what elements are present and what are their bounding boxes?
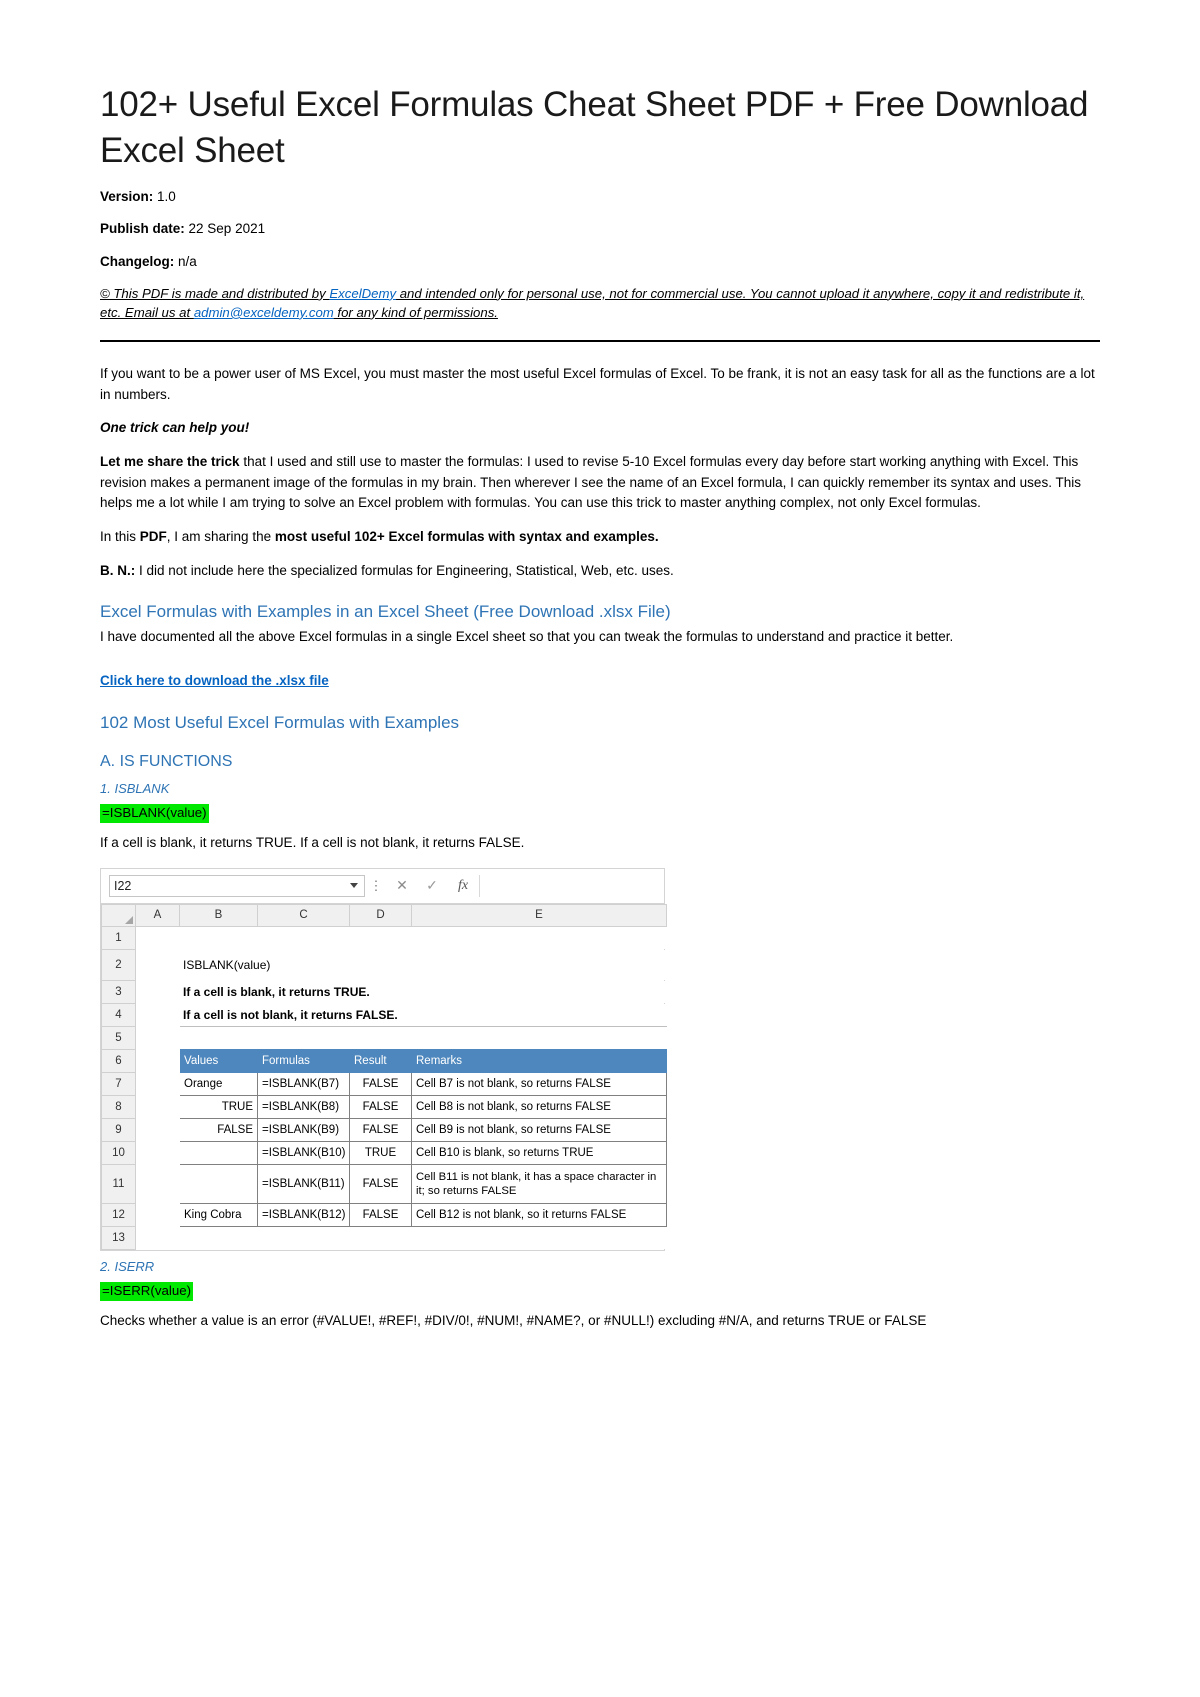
row9-remarks[interactable]: Cell B9 is not blank, so returns FALSE xyxy=(412,1118,667,1141)
cell-e5[interactable] xyxy=(412,1026,667,1049)
column-header-a[interactable]: A xyxy=(136,904,180,926)
row7-values[interactable]: Orange xyxy=(180,1072,258,1095)
cell-d1[interactable] xyxy=(350,926,412,949)
cell-a13[interactable] xyxy=(136,1226,180,1249)
excel-formula-bar xyxy=(101,869,664,904)
row11-remarks[interactable]: Cell B11 is not blank, it has a space character in it; so returns FALSE xyxy=(412,1164,667,1203)
row8-result[interactable]: FALSE xyxy=(350,1095,412,1118)
card-title: ISBLANK(value) xyxy=(180,949,667,980)
cancel-icon[interactable]: ✕ xyxy=(396,877,408,894)
row9-formulas[interactable]: =ISBLANK(B9) xyxy=(258,1118,350,1141)
confirm-icon[interactable]: ✓ xyxy=(426,877,438,894)
download-xlsx-link[interactable]: Click here to download the .xlsx file xyxy=(100,672,329,688)
cell-b5[interactable] xyxy=(180,1026,258,1049)
name-box-value: I22 xyxy=(114,878,132,893)
trick-body: that I used and still use to master the formulas: I used to revise 5-10 Excel formulas every day before start working anything with Excel. This revision makes a permanent image of the formulas in my brain. Then wherever I see the name of an Excel formula, I can quickly remember its syntax and uses. This helps me a lot while I am trying to solve an Excel problem with formulas. You can use this trick to master anything complex, not only Excel formulas. xyxy=(100,453,1081,511)
grid-row-5 xyxy=(102,1026,667,1049)
card-desc-line-1: If a cell is blank, it returns TRUE. xyxy=(180,980,667,1003)
cell-c5[interactable] xyxy=(258,1026,350,1049)
row7-result[interactable]: FALSE xyxy=(350,1072,412,1095)
row-header-1[interactable]: 1 xyxy=(102,926,136,949)
trick-lead: Let me share the trick xyxy=(100,453,240,469)
row10-values[interactable] xyxy=(180,1141,258,1164)
cell-a11[interactable] xyxy=(136,1164,180,1203)
row-header-3[interactable]: 3 xyxy=(102,980,136,1003)
pdf-line-mid: , I am sharing the xyxy=(166,528,275,544)
row-header-2[interactable]: 2 xyxy=(102,949,136,980)
row-header-6[interactable]: 6 xyxy=(102,1049,136,1072)
cell-b13[interactable] xyxy=(180,1226,258,1249)
table-header-remarks: Remarks xyxy=(412,1049,667,1072)
publish-date-label: Publish date: xyxy=(100,221,185,237)
trick-paragraph xyxy=(100,452,1100,514)
select-all-icon xyxy=(125,916,133,924)
row8-values[interactable]: TRUE xyxy=(180,1095,258,1118)
cell-a5[interactable] xyxy=(136,1026,180,1049)
version-label: Version: xyxy=(100,189,154,204)
cell-e1[interactable] xyxy=(412,926,667,949)
row-header-4[interactable]: 4 xyxy=(102,1003,136,1026)
section-102-heading: 102 Most Useful Excel Formulas with Examples xyxy=(100,712,460,732)
row12-formulas[interactable]: =ISBLANK(B12) xyxy=(258,1203,350,1226)
item-2-heading: 2. ISERR xyxy=(100,1258,155,1274)
copyright-text-part2: and intended only for personal use, not for commercial use. You cannot upload it anywhere, copy it and redistribute it, etc. Email us at xyxy=(100,285,1085,320)
cell-a4[interactable] xyxy=(136,1003,180,1026)
row-header-9[interactable]: 9 xyxy=(102,1118,136,1141)
row-header-8[interactable]: 8 xyxy=(102,1095,136,1118)
copyright-text-part1: © This PDF is made and distributed by xyxy=(100,285,330,301)
table-row xyxy=(102,1164,667,1203)
row10-formulas[interactable]: =ISBLANK(B10) xyxy=(258,1141,350,1164)
row7-remarks[interactable]: Cell B7 is not blank, so returns FALSE xyxy=(412,1072,667,1095)
row8-remarks[interactable]: Cell B8 is not blank, so returns FALSE xyxy=(412,1095,667,1118)
pdf-line-bold1: PDF xyxy=(139,528,167,544)
table-header-formulas: Formulas xyxy=(258,1049,350,1072)
horizontal-divider xyxy=(100,340,1100,342)
changelog-label: Changelog: xyxy=(100,253,175,269)
table-row xyxy=(102,1118,667,1141)
table-row xyxy=(102,1141,667,1164)
cell-c1[interactable] xyxy=(258,926,350,949)
chevron-down-icon[interactable] xyxy=(350,883,358,888)
version-value: 1.0 xyxy=(157,189,176,204)
table-header-values: Values xyxy=(180,1049,258,1072)
table-row xyxy=(102,1095,667,1118)
isblank-description: If a cell is blank, it returns TRUE. If a cell is not blank, it returns FALSE. xyxy=(100,835,525,851)
column-header-d[interactable]: D xyxy=(350,904,412,926)
bn-label: B. N.: xyxy=(100,562,136,578)
table-row xyxy=(102,1072,667,1095)
cell-e13[interactable] xyxy=(412,1226,667,1249)
pdf-line-pre: In this xyxy=(100,528,140,544)
changelog-line xyxy=(100,252,1100,272)
trick-heading-text: One trick can help you! xyxy=(100,420,250,436)
row-header-12[interactable]: 12 xyxy=(102,1203,136,1226)
cell-a6[interactable] xyxy=(136,1049,180,1072)
grid-row-2 xyxy=(102,949,667,980)
pdf-line-bold2: most useful 102+ Excel formulas with syntax and examples. xyxy=(274,528,659,544)
excel-screenshot xyxy=(100,868,665,1251)
iserr-formula-highlight: =ISERR(value) xyxy=(100,1282,193,1302)
row-header-11[interactable]: 11 xyxy=(102,1164,136,1203)
card-desc-line-2: If a cell is not blank, it returns FALSE. xyxy=(180,1003,667,1026)
version-line xyxy=(100,187,1100,207)
iserr-description: Checks whether a value is an error (#VALUE!, #REF!, #DIV/0!, #NUM!, #NAME?, or #NULL!) excluding #N/A, and returns TRUE or FALSE xyxy=(100,1313,927,1329)
row8-formulas[interactable]: =ISBLANK(B8) xyxy=(258,1095,350,1118)
cell-a8[interactable] xyxy=(136,1095,180,1118)
column-header-b[interactable]: B xyxy=(180,904,258,926)
column-header-c[interactable]: C xyxy=(258,904,350,926)
excel-grid xyxy=(101,904,664,1250)
cell-a2[interactable] xyxy=(136,949,180,980)
cell-a3[interactable] xyxy=(136,980,180,1003)
copyright-notice xyxy=(100,284,1100,322)
page-title: 102+ Useful Excel Formulas Cheat Sheet PDF + Free Download Excel Sheet xyxy=(100,85,1089,170)
column-header-row xyxy=(102,904,667,926)
grid-row-6 xyxy=(102,1049,667,1072)
exceldemy-link[interactable]: ExcelDemy xyxy=(329,285,397,301)
publish-date-line xyxy=(100,219,1100,239)
row-header-13[interactable]: 13 xyxy=(102,1226,136,1249)
trick-heading xyxy=(100,418,1100,439)
grid-row-1 xyxy=(102,926,667,949)
cell-d13[interactable] xyxy=(350,1226,412,1249)
row12-values[interactable]: King Cobra xyxy=(180,1203,258,1226)
row11-values[interactable] xyxy=(180,1164,258,1203)
row10-result[interactable]: TRUE xyxy=(350,1141,412,1164)
intro-paragraph: If you want to be a power user of MS Excel, you must master the most useful Excel formulas of Excel. To be frank, it is not an easy task for all as the functions are a lot in numbers. xyxy=(100,366,1095,402)
table-header-result: Result xyxy=(350,1049,412,1072)
row11-result[interactable]: FALSE xyxy=(350,1164,412,1203)
item-1-heading: 1. ISBLANK xyxy=(100,780,170,796)
row-header-5[interactable]: 5 xyxy=(102,1026,136,1049)
row12-remarks[interactable]: Cell B12 is not blank, so it returns FALSE xyxy=(412,1203,667,1226)
row-header-7[interactable]: 7 xyxy=(102,1072,136,1095)
more-options-icon[interactable]: ⋮ xyxy=(369,878,383,894)
cell-a1[interactable] xyxy=(136,926,180,949)
copyright-text-part3: for any kind of permissions. xyxy=(333,304,498,320)
table-row xyxy=(102,1203,667,1226)
cell-b1[interactable] xyxy=(180,926,258,949)
cell-a9[interactable] xyxy=(136,1118,180,1141)
bn-note xyxy=(100,561,1100,582)
section-excel-sheet-heading: Excel Formulas with Examples in an Excel Sheet (Free Download .xlsx File) xyxy=(100,602,671,622)
section-a-heading: A. IS FUNCTIONS xyxy=(100,752,233,770)
section-excel-sheet-body: I have documented all the above Excel formulas in a single Excel sheet so that you can tweak the formulas to understand and practice it better. xyxy=(100,629,954,645)
grid-row-4 xyxy=(102,1003,667,1026)
cell-a12[interactable] xyxy=(136,1203,180,1226)
changelog-value: n/a xyxy=(178,253,197,269)
row9-values[interactable]: FALSE xyxy=(180,1118,258,1141)
row7-formulas[interactable]: =ISBLANK(B7) xyxy=(258,1072,350,1095)
row9-result[interactable]: FALSE xyxy=(350,1118,412,1141)
select-all-corner[interactable] xyxy=(102,904,136,926)
bn-text: I did not include here the specialized formulas for Engineering, Statistical, Web, etc. uses. xyxy=(135,562,674,578)
column-header-e[interactable]: E xyxy=(412,904,667,926)
admin-email-link[interactable]: admin@exceldemy.com xyxy=(193,304,334,320)
row11-formulas[interactable]: =ISBLANK(B11) xyxy=(258,1164,350,1203)
row12-result[interactable]: FALSE xyxy=(350,1203,412,1226)
pdf-sharing-line xyxy=(100,527,1100,548)
row10-remarks[interactable]: Cell B10 is blank, so returns TRUE xyxy=(412,1141,667,1164)
grid-row-13 xyxy=(102,1226,667,1249)
insert-function-icon[interactable]: fx xyxy=(457,877,469,893)
formula-input[interactable] xyxy=(479,875,664,897)
publish-date-value: 22 Sep 2021 xyxy=(188,221,266,237)
cell-a10[interactable] xyxy=(136,1141,180,1164)
cell-c13[interactable] xyxy=(258,1226,350,1249)
row-header-10[interactable]: 10 xyxy=(102,1141,136,1164)
isblank-formula-highlight: =ISBLANK(value) xyxy=(100,804,209,824)
name-box[interactable] xyxy=(109,875,365,897)
cell-d5[interactable] xyxy=(350,1026,412,1049)
cell-a7[interactable] xyxy=(136,1072,180,1095)
grid-row-3 xyxy=(102,980,667,1003)
